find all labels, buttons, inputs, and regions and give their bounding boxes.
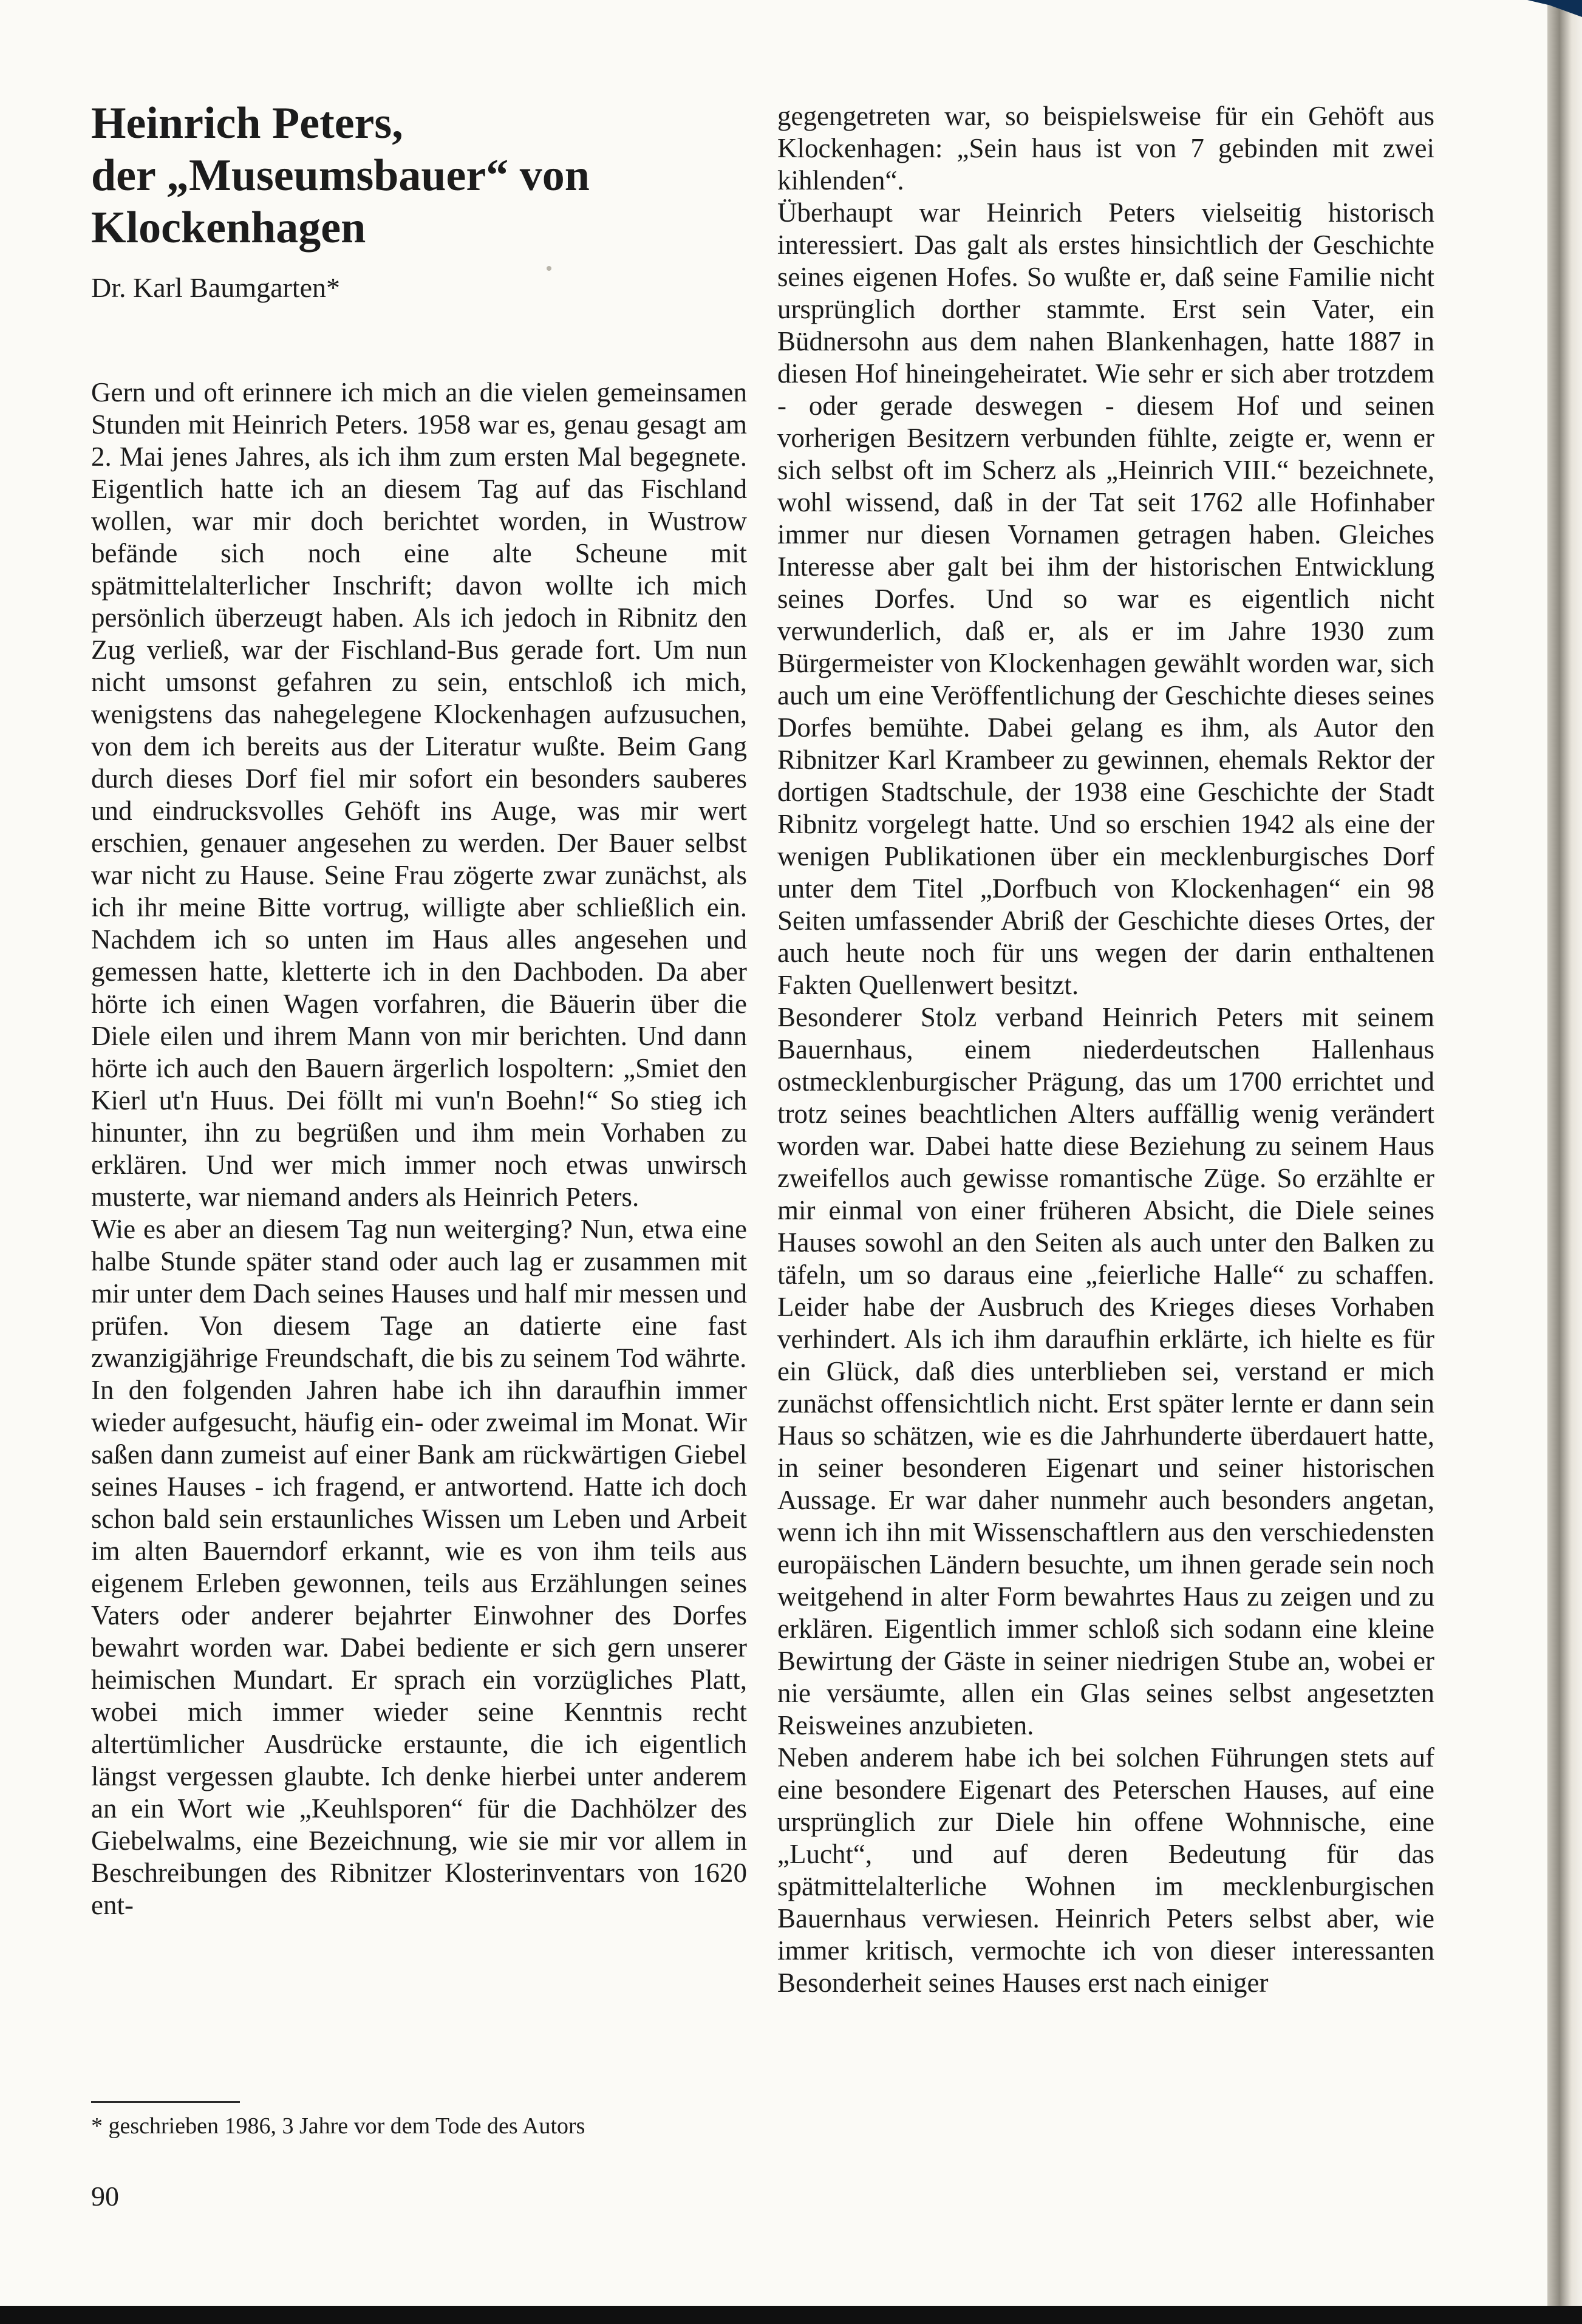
paragraph: Überhaupt war Heinrich Peters vielseitig historisch interessiert. Das galt als erstes hinsichtlich der Geschichte seines eigenen Hofes. So wußte er, daß seine Familie nicht ursprünglich dorther stammte. Erst sein Vater, ein Büdnersohn aus dem nahen Blankenhagen, hatte 1887 in diesen Hof hineingeheiratet. Wie sehr er sich aber trotzdem - oder gerade deswegen - diesem Hof und seinen vorherigen Besitzern verbunden fühlte, zeigte er, wenn er sich selbst oft im Scherz als „Heinrich VIII.“ bezeichnete, wohl wissend, daß in der Tat seit 1762 alle Hofinhaber immer nur diesen Vornamen getragen haben. Gleiches Interesse aber galt bei ihm der historischen Entwicklung seines Dorfes. Und so war es eigentlich nicht verwunderlich, daß er, als er im Jahre 1930 zum Bürgermeister von Klockenhagen gewählt worden war, sich auch um eine Veröffentlichung der Geschichte dieses seines Dorfes bemühte. Dabei gelang es ihm, als Autor den Ribnitzer Karl Krambeer zu gewinnen, ehemals Rektor der dortigen Stadtschule, der 1938 eine Geschichte der Stadt Ribnitz vorgelegt hatte. Und so erschien 1942 als eine der wenigen Publikationen über ein mecklenburgisches Dorf unter dem Titel „Dorfbuch von Klockenhagen“ ein 98 Seiten umfassender Abriß der Geschichte dieses Ortes, der auch heute noch für uns wegen der darin enthaltenen Fakten Quellenwert besitzt. bbox=[777, 197, 1434, 1000]
author-byline: Dr. Karl Baumgarten* bbox=[91, 272, 341, 303]
scan-bottom-border bbox=[0, 2306, 1582, 2324]
paragraph: Neben anderem habe ich bei solchen Führungen stets auf eine besondere Eigenart des Peterschen Hauses, auf eine ursprünglich zur Diele hin offene Wohnnische, eine „Lucht“, und auf deren Bedeutung für das spätmittelalterliche Wohnen im mecklenburgischen Bauernhaus verwiesen. Heinrich Peters selbst aber, wie immer kritisch, vermochte ich von dieser interessanten Besonderheit seines Hauses erst nach einiger bbox=[777, 1742, 1434, 1998]
footnote-divider bbox=[91, 2101, 240, 2103]
scan-speck bbox=[547, 266, 551, 271]
paragraph: gegengetreten war, so beispielsweise für ein Gehöft aus Klockenhagen: „Sein haus ist von 7 gebinden mit zwei kihlenden“. bbox=[777, 101, 1434, 196]
title-line-1: Heinrich Peters, bbox=[91, 98, 403, 148]
title-line-3: Klockenhagen bbox=[91, 203, 366, 253]
paragraph: Gern und oft erinnere ich mich an die vielen gemeinsamen Stunden mit Heinrich Peters. 1958 war es, genau gesagt am 2. Mai jenes Jahres, als ich ihm zum ersten Mal begegnete. Eigentlich hatte ich an diesem Tag auf das Fischland wollen, war mir doch berichtet worden, in Wustrow befände sich noch eine alte Scheune mit spätmittelalterlicher Inschrift; davon wollte ich mich persönlich überzeugt haben. Als ich jedoch in Ribnitz den Zug verließ, war der Fischland-Bus gerade fort. Um nun nicht umsonst gefahren zu sein, entschloß ich mich, wenigstens das nahegelegene Klockenhagen aufzusuchen, von dem ich bereits aus der Literatur wußte. Beim Gang durch dieses Dorf fiel mir sofort ein besonders sauberes und eindrucksvolles Gehöft ins Auge, was mir wert erschien, genauer angesehen zu werden. Der Bauer selbst war nicht zu Hause. Seine Frau zögerte zwar zunächst, als ich ihr meine Bitte vortrug, willigte aber schließlich ein. Nachdem ich so unten im Haus alles angesehen und gemessen hatte, kletterte ich in den Dachboden. Da aber hörte ich einen Wagen vorfahren, die Bäuerin über die Diele eilen und ihrem Mann von mir berichten. Und dann hörte ich auch den Bauern ärgerlich lospoltern: „Smiet den Kierl ut'n Huus. Dei föllt mi vun'n Boehn!“ So stieg ich hinunter, ihn zu begrüßen und ihm mein Vorhaben zu erklären. Und wer mich immer noch etwas unwirsch musterte, war niemand anders als Heinrich Peters. bbox=[91, 377, 747, 1212]
paragraph: In den folgenden Jahren habe ich ihn daraufhin immer wieder aufgesucht, häufig ein- oder zweimal im Monat. Wir saßen dann zumeist auf einer Bank am rückwärtigen Giebel seines Hauses - ich fragend, er antwortend. Hatte ich doch schon bald sein erstaunliches Wissen um Leben und Arbeit im alten Bauerndorf erkannt, wie es von ihm teils aus eigenem Erleben gewonnen, teils aus Erzählungen seines Vaters oder anderer bejahrter Einwohner des Dorfes bewahrt worden war. Dabei bediente er sich gern unserer heimischen Mundart. Er sprach ein vorzügliches Platt, wobei mich immer wieder seine Kenntnis recht altertümlicher Ausdrücke erstaunte, die ich eigentlich längst vergessen glaubte. Ich denke hierbei unter anderem an ein Wort wie „Keuhlsporen“ für die Dachhölzer des Giebelwalms, eine Bezeichnung, wie sie mir vor allem in Beschreibungen des Ribnitzer Klosterinventars von 1620 ent- bbox=[91, 1375, 747, 1920]
page-number: 90 bbox=[91, 2181, 119, 2212]
paragraph: Besonderer Stolz verband Heinrich Peters mit seinem Bauernhaus, einem niederdeutschen Hallenhaus ostmecklenburgischer Prägung, das um 1700 errichtet und trotz seines beachtlichen Alters auffällig wenig verändert worden war. Dabei hatte diese Beziehung zu seinem Haus zweifellos auch gewisse romantische Züge. So erzählte er mir einmal von einer früheren Absicht, die Diele seines Hauses sowohl an den Seiten als auch unter den Balken zu täfeln, um so daraus eine „feierliche Halle“ zu schaffen. Leider habe der Ausbruch des Krieges dieses Vorhaben verhindert. Als ich ihm daraufhin erklärte, ich hielte es für ein Glück, daß dies unterblieben sei, verstand er mich zunächst offensichtlich nicht. Erst später lernte er dann sein Haus so schätzen, wie es die Jahrhunderte überdauert hatte, in seiner besonderen Eigenart und seiner historischen Aussage. Er war daher nunmehr auch besonders angetan, wenn ich ihn mit Wissenschaftlern aus den verschiedensten europäischen Ländern besuchte, um ihnen gerade sein noch weitgehend in alter Form bewahrtes Haus zu zeigen und zu erklären. Eigentlich immer schloß sich sodann eine kleine Bewirtung der Gäste in seiner niedrigen Stube an, wobei er nie versäumte, allen ein Glas seines selbst angesetzten Reisweines anzubieten. bbox=[777, 1002, 1434, 1740]
right-column bbox=[777, 100, 1434, 1999]
binding-edge-shadow bbox=[1547, 0, 1582, 2324]
article-title bbox=[91, 97, 747, 254]
paragraph: Wie es aber an diesem Tag nun weiterging? Nun, etwa eine halbe Stunde später stand oder auch lag er zusammen mit mir unter dem Dach seines Hauses und half mir messen und prüfen. Von diesem Tage an datierte eine fast zwanzigjährige Freundschaft, die bis zu seinem Tod währte. bbox=[91, 1214, 747, 1373]
footnote: * geschrieben 1986, 3 Jahre vor dem Tode des Autors bbox=[91, 2113, 585, 2139]
title-line-2: der „Museumsbauer“ von bbox=[91, 151, 590, 200]
left-column bbox=[91, 97, 747, 1921]
